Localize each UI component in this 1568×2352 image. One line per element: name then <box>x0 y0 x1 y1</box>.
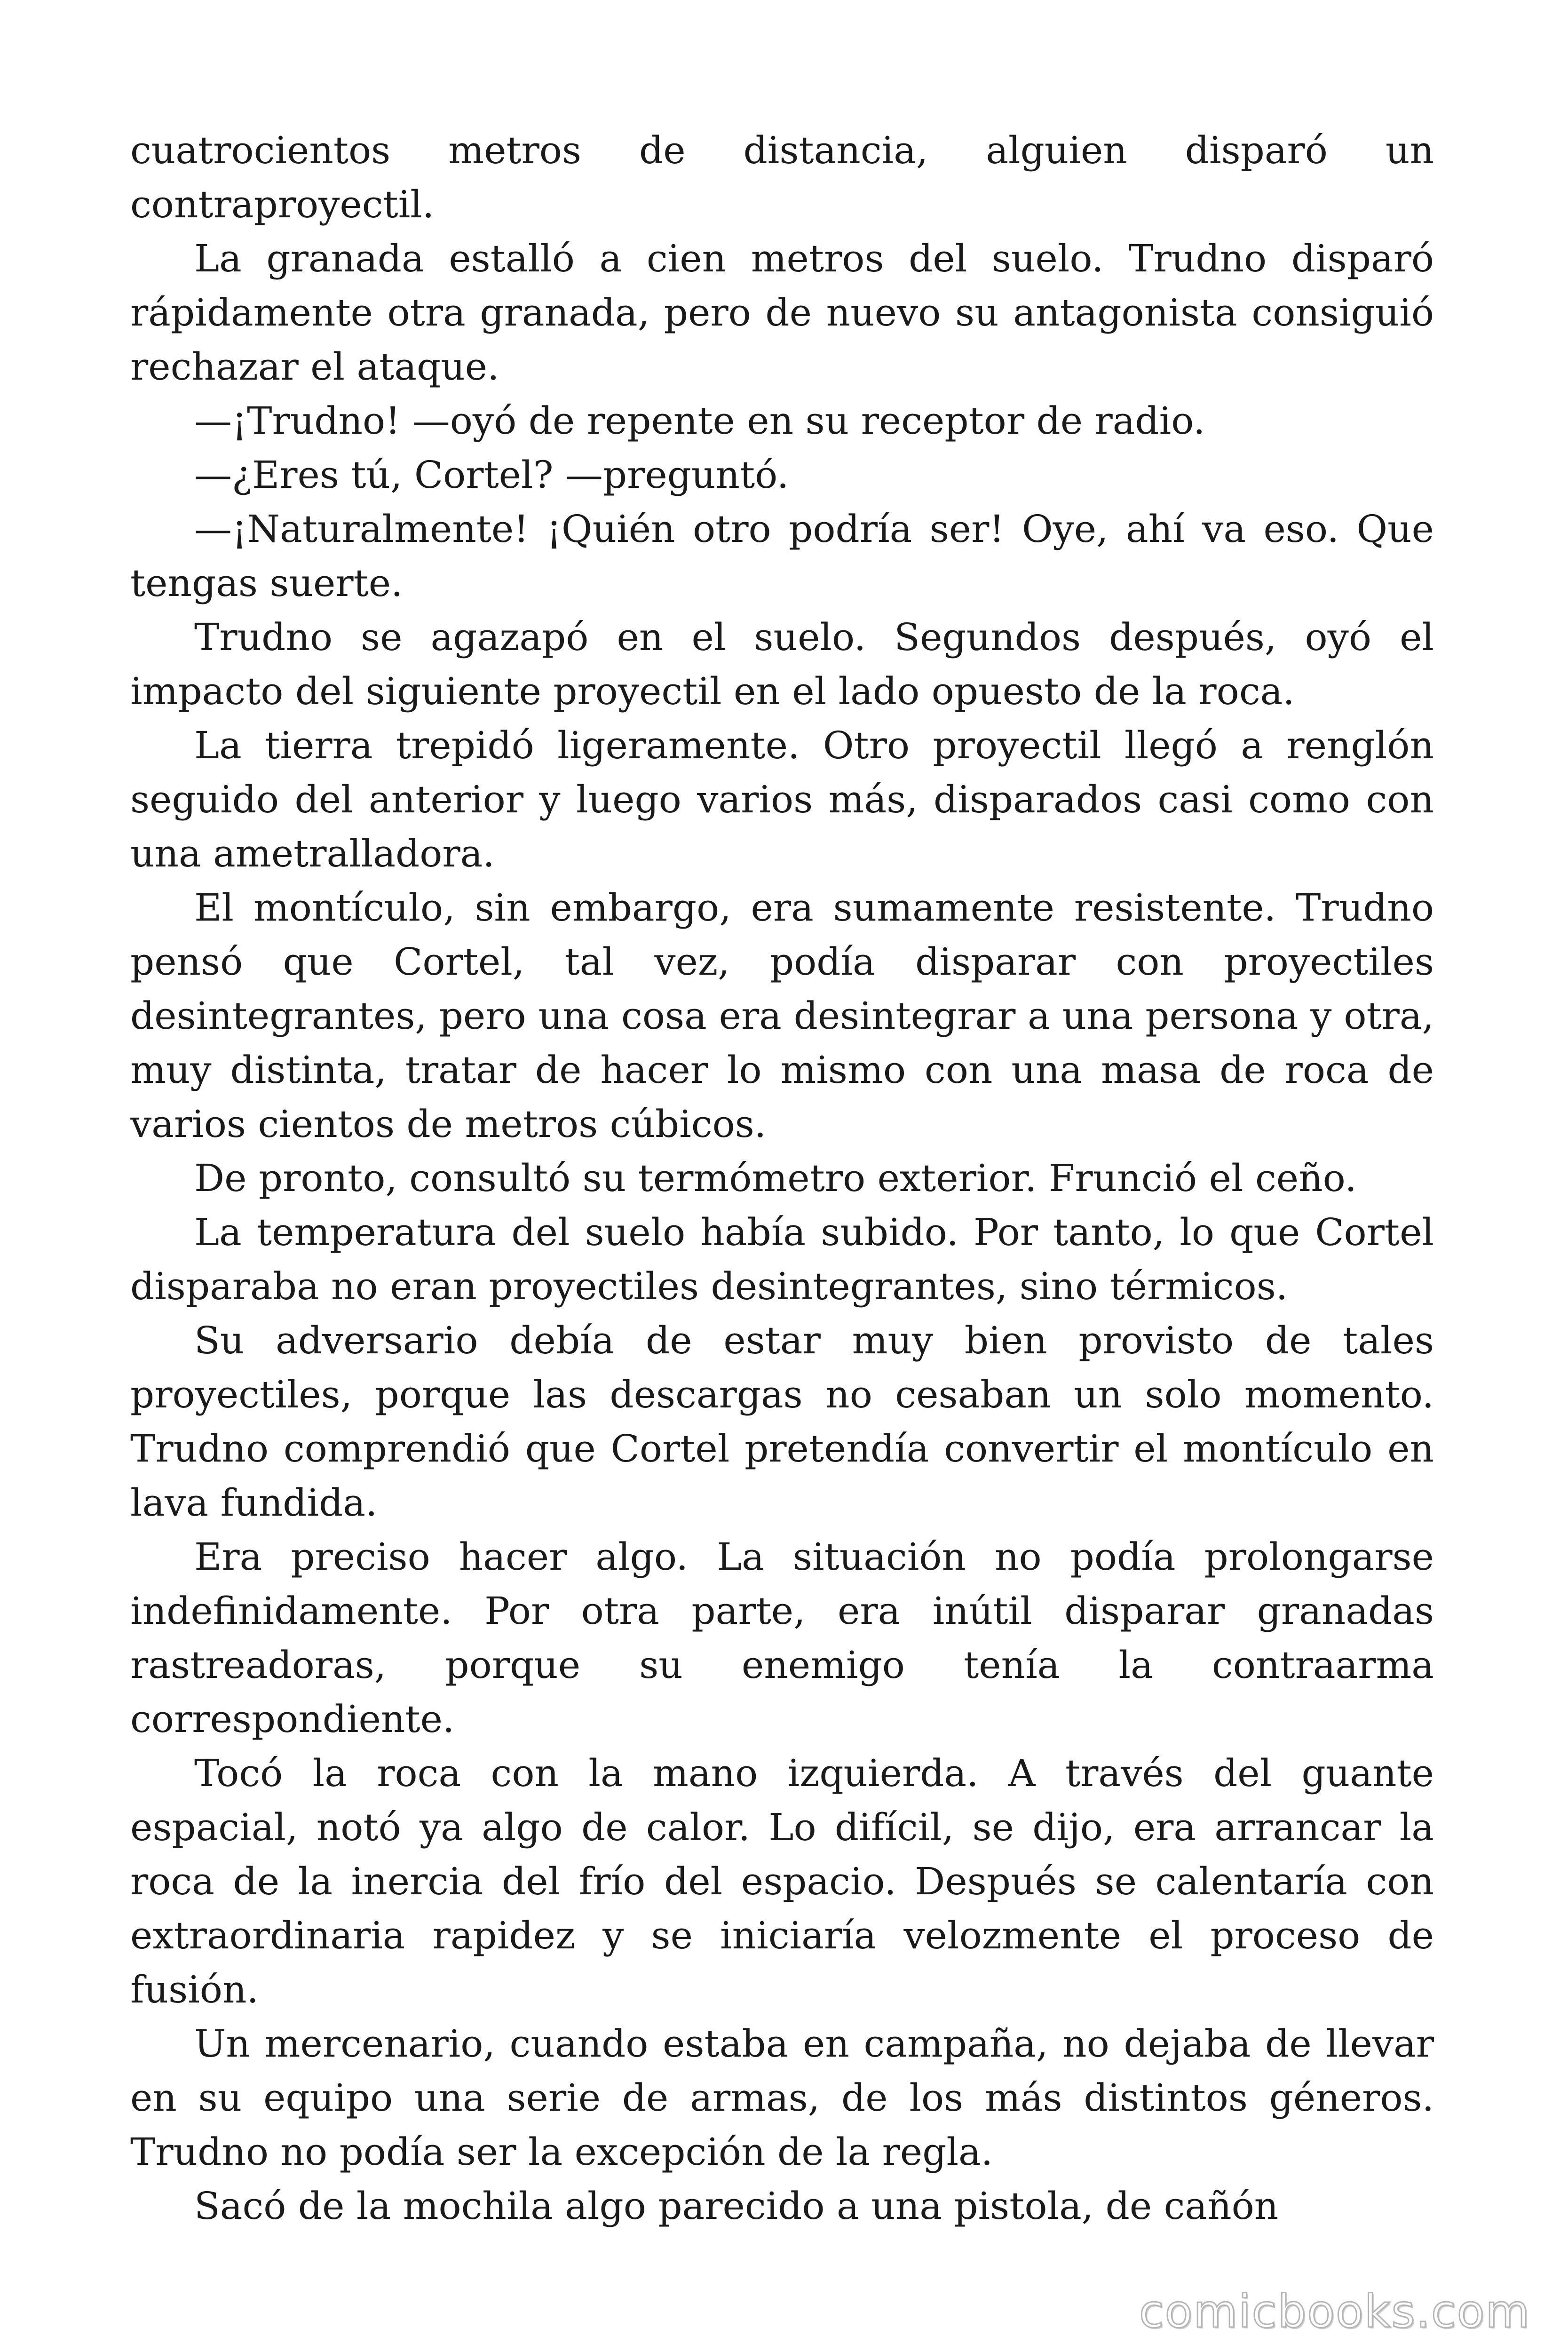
paragraph-13: Tocó la roca con la mano izquierda. A través del guante espacial, notó ya algo de calor. Lo difícil, se dijo, era arrancar la roca de la inercia del frío del espacio. Después se calentaría con extraordinaria rapidez y se iniciaría velozmente el proceso de fusión. <box>130 1751 1434 2011</box>
paragraph-10: La temperatura del suelo había subido. Por tanto, lo que Cortel disparaba no eran proyectiles desintegrantes, sino térmicos. <box>130 1210 1434 1308</box>
paragraph-15: Sacó de la mochila algo parecido a una pistola, de cañón <box>194 2184 1279 2228</box>
paragraph-6: Trudno se agazapó en el suelo. Segundos después, oyó el impacto del siguiente proyectil en el lado opuesto de la roca. <box>130 615 1434 713</box>
paragraph-3: —¡Trudno! —oyó de repente en su receptor de radio. <box>194 399 1205 443</box>
paragraph-1: cuatrocientos metros de distancia, alguien disparó un contraproyectil. <box>130 128 1434 226</box>
paragraph-8: El montículo, sin embargo, era sumamente resistente. Trudno pensó que Cortel, tal vez, podía disparar con proyectiles desintegrantes, pero una cosa era desintegrar a una persona y otra, muy distinta, tratar de hacer lo mismo con una masa de roca de varios cientos de metros cúbicos. <box>130 886 1434 1146</box>
paragraph-7: La tierra trepidó ligeramente. Otro proyectil llegó a renglón seguido del anterior y luego varios más, disparados casi como con una ametralladora. <box>130 723 1434 875</box>
paragraph-12: Era preciso hacer algo. La situación no podía prolongarse indefinidamente. Por otra parte, era inútil disparar granadas rastreadoras, porque su enemigo tenía la contraarma correspondiente. <box>130 1535 1434 1741</box>
paragraph-14: Un mercenario, cuando estaba en campaña, no dejaba de llevar en su equipo una serie de armas, de los más distintos géneros. Trudno no podía ser la excepción de la regla. <box>130 2022 1434 2174</box>
paragraph-11: Su adversario debía de estar muy bien provisto de tales proyectiles, porque las descargas no cesaban un solo momento. Trudno comprendió que Cortel pretendía convertir el montículo en lava fundida. <box>130 1319 1434 1525</box>
watermark-logo: comicbooks.com <box>1139 2285 1530 2338</box>
paragraph-4: —¿Eres tú, Cortel? —preguntó. <box>194 453 789 497</box>
page-body <box>130 123 1434 2233</box>
paragraph-2: La granada estalló a cien metros del suelo. Trudno disparó rápidamente otra granada, pero de nuevo su antagonista consiguió rechazar el ataque. <box>130 237 1434 389</box>
paragraph-9: De pronto, consultó su termómetro exterior. Frunció el ceño. <box>194 1156 1357 1200</box>
paragraph-5: —¡Naturalmente! ¡Quién otro podría ser! Oye, ahí va eso. Que tengas suerte. <box>130 507 1434 605</box>
